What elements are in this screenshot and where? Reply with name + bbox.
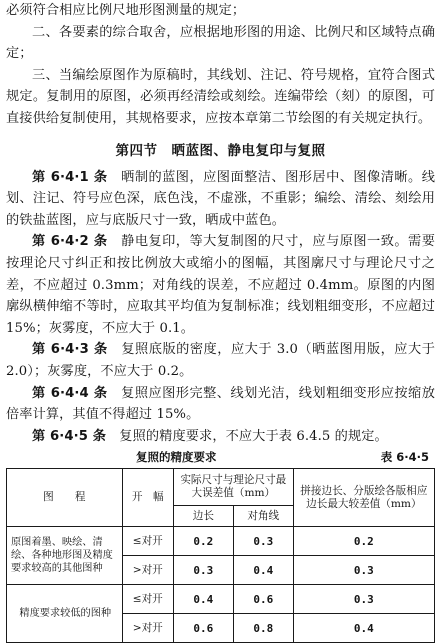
clause-6-4-5 bbox=[6, 426, 435, 448]
table-caption: 复照的精度要求 bbox=[136, 450, 217, 465]
group-description: 原图着墨、映绘、清绘、各种地形图及精度要求较高的其他图种 bbox=[7, 527, 123, 585]
header-diff-group: 实际尺寸与理论尺寸最大误差值（mm） bbox=[173, 469, 293, 506]
edge-cell: 0.6 bbox=[173, 614, 233, 643]
precision-table bbox=[6, 468, 435, 643]
clause-number: 第 6·4·3 条 bbox=[32, 342, 108, 358]
edge-cell: 0.2 bbox=[173, 527, 233, 556]
header-edge: 边长 bbox=[173, 506, 233, 527]
group-description: 精度要求较低的图种 bbox=[7, 585, 123, 643]
section-title: 第四节 晒蓝图、静电复印与复照 bbox=[115, 142, 326, 159]
edge-cell: 0.3 bbox=[173, 556, 233, 585]
clause-text: 复照的精度要求，不应大于表 6.4.5 的规定。 bbox=[106, 428, 388, 444]
clause-text: 复照应图形完整、线划光洁，线划粗细变形应按缩放倍率计算，其值不得超过 15%。 bbox=[6, 385, 435, 423]
table-row bbox=[7, 585, 435, 614]
format-cell: ≤对开 bbox=[122, 585, 173, 614]
format-cell: >对开 bbox=[122, 614, 173, 643]
header-format: 开 幅 bbox=[122, 469, 173, 527]
clause-number: 第 6·4·1 条 bbox=[32, 169, 108, 185]
clause-6-4-1 bbox=[6, 167, 435, 232]
header-diagonal: 对角线 bbox=[233, 506, 293, 527]
diagonal-cell: 0.3 bbox=[233, 527, 293, 556]
diagonal-cell: 0.6 bbox=[233, 585, 293, 614]
edge-cell: 0.4 bbox=[173, 585, 233, 614]
paragraph-item-2: 二、各要素的综合取舍，应根据地形图的用途、比例尺和区域特点确定； bbox=[6, 24, 435, 62]
splice-cell: 0.3 bbox=[293, 585, 434, 614]
header-splice: 拼接边长、分版绘各版相应边长最大较差值（mm） bbox=[293, 469, 434, 527]
clause-6-4-4 bbox=[6, 383, 435, 426]
splice-cell: 0.4 bbox=[293, 614, 434, 643]
table-number: 表 6·4·5 bbox=[380, 450, 429, 465]
clause-text: 晒制的蓝图，应图面整洁、图形居中、图像清晰。线划、注记、符号应色深，底色浅，不虚涨，不重影；编绘、清绘、刻绘用的铁盐蓝图，应与底版尺寸一致，晒成中蓝色。 bbox=[6, 169, 435, 228]
table-row bbox=[7, 527, 435, 556]
clause-6-4-3 bbox=[6, 339, 435, 382]
paragraph-item-tail: 必须符合相应比例尺地形图测量的规定； bbox=[6, 3, 246, 18]
format-cell: >对开 bbox=[122, 556, 173, 585]
header-chart: 图 程 bbox=[7, 469, 123, 527]
splice-cell: 0.3 bbox=[293, 556, 434, 585]
format-cell: ≤对开 bbox=[122, 527, 173, 556]
paragraph-item-3: 三、当编绘原图作为原稿时，其线划、注记、符号规格，宜符合图式规定。复制用的原图，必须再经清绘或刻绘。连编带绘（刻）的原图，可直接供给复制使用，其规格要求，应按本章第二节绘图的有关规定执行。 bbox=[6, 67, 435, 126]
clause-number: 第 6·4·2 条 bbox=[32, 234, 108, 250]
splice-cell: 0.2 bbox=[293, 527, 434, 556]
clause-number: 第 6·4·5 条 bbox=[32, 428, 107, 444]
table-caption-row bbox=[6, 449, 435, 465]
clause-6-4-2 bbox=[6, 231, 435, 339]
clause-text: 静电复印，等大复制图的尺寸，应与原图一致。需要按理论尺寸纠正和按比例放大或缩小的图幅，其图廓尺寸与理论尺寸之差，不应超过 0.3mm；对角线的误差，不应超过 0.4mm。原图的内图廓纵横伸缩不等时，应取其平均值为复制标准；线划粗细变形，不应超过 15%；灰雾度，不应大于 0.1。 bbox=[6, 234, 435, 336]
diagonal-cell: 0.8 bbox=[233, 614, 293, 643]
diagonal-cell: 0.4 bbox=[233, 556, 293, 585]
clause-number: 第 6·4·4 条 bbox=[32, 385, 108, 401]
clause-text: 复照底版的密度，应大于 3.0（晒蓝图用版，应大于 2.0）；灰雾度，不应大于 0.2。 bbox=[6, 342, 435, 379]
